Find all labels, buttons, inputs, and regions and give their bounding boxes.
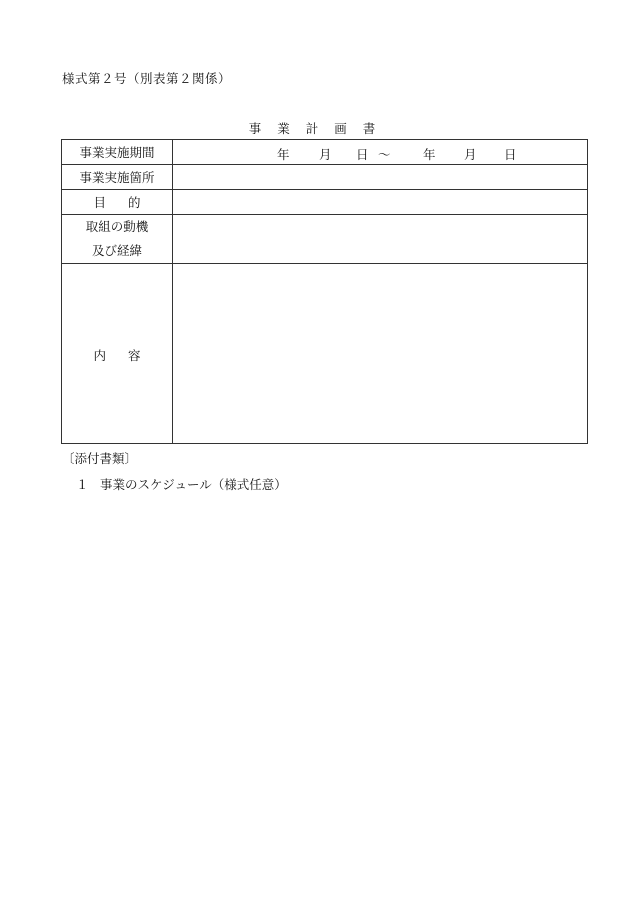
start-year-unit: 年 <box>277 147 290 162</box>
content-value-cell[interactable] <box>173 264 588 444</box>
end-day-unit: 日 <box>504 147 517 162</box>
motive-label-line1: 取組の動機 <box>85 219 149 234</box>
content-label-a: 内 <box>93 347 106 363</box>
attachment-item-text: 事業のスケジュール（様式任意） <box>100 477 287 492</box>
motive-value-cell[interactable] <box>173 215 588 264</box>
period-value <box>173 140 587 164</box>
form-number: 様式第２号（別表第２関係） <box>62 71 232 86</box>
row-period <box>62 140 588 165</box>
content-label-b: 容 <box>128 347 141 363</box>
row-purpose <box>62 190 588 215</box>
purpose-value-cell[interactable] <box>173 190 588 215</box>
purpose-label-a: 目 <box>93 195 106 210</box>
attachments-heading: 〔添付書類〕 <box>62 451 138 466</box>
end-year-unit: 年 <box>423 147 436 162</box>
start-day-unit: 日 <box>356 147 369 162</box>
end-month-unit: 月 <box>464 147 477 162</box>
place-value-cell[interactable] <box>173 165 588 190</box>
period-value-cell[interactable] <box>173 140 588 165</box>
period-separator: ～ <box>378 147 391 162</box>
row-place <box>62 165 588 190</box>
purpose-label <box>62 190 173 215</box>
motive-label-line2: 及び経緯 <box>91 243 142 258</box>
period-label: 事業実施期間 <box>62 140 173 165</box>
place-label: 事業実施箇所 <box>62 165 173 190</box>
purpose-label-b: 的 <box>128 195 141 210</box>
start-month-unit: 月 <box>319 147 332 162</box>
attachment-item-number: １ <box>76 477 89 492</box>
row-motive <box>62 215 588 264</box>
row-content <box>62 264 588 444</box>
document-title: 事 業 計 画 書 <box>248 121 382 136</box>
plan-table <box>61 139 588 444</box>
attachment-item <box>76 475 287 493</box>
content-label <box>62 264 173 444</box>
motive-label <box>62 215 173 264</box>
